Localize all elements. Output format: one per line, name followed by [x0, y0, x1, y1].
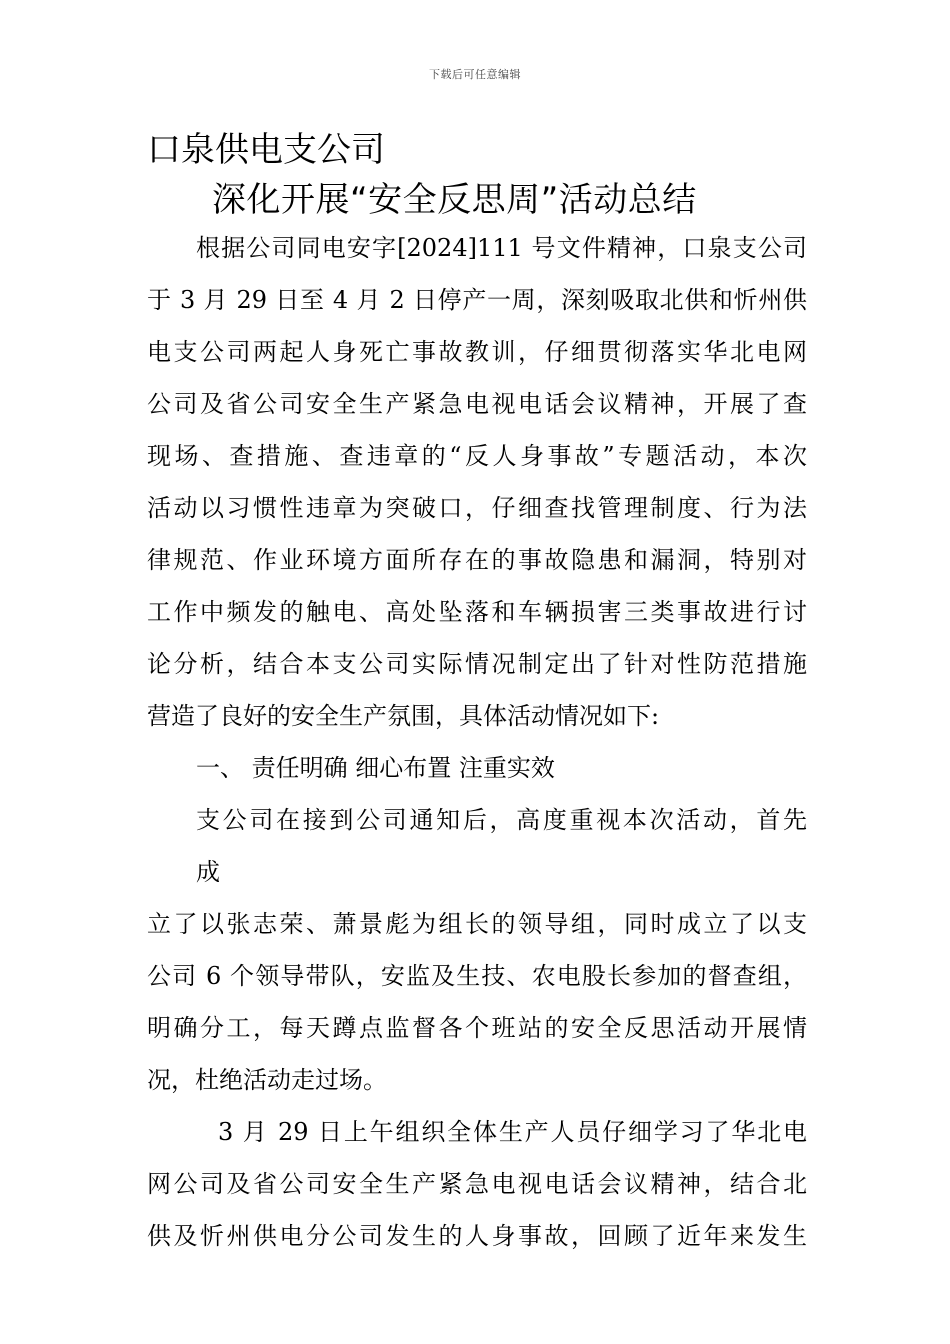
paragraph-line: 工作中频发的触电、高处坠落和车辆损害三类事故进行讨 — [147, 598, 807, 626]
paragraph-line: 电支公司两起人身死亡事故教训，仔细贯彻落实华北电网 — [147, 338, 807, 366]
paragraph-line: 支公司在接到公司通知后，高度重视本次活动，首先 — [196, 806, 807, 834]
paragraph-line: 成 — [196, 858, 220, 886]
paragraph-line: 立了以张志荣、萧景彪为组长的领导组，同时成立了以支 — [147, 910, 807, 938]
paragraph-line: 况，杜绝活动走过场。 — [147, 1066, 387, 1094]
paragraph-line: 供及忻州供电分公司发生的人身事故，回顾了近年来发生 — [147, 1222, 807, 1250]
paragraph-line: 根据公司同电安字[2024]111 号文件精神，口泉支公司 — [196, 234, 807, 262]
title-company: 口泉供电支公司 — [147, 130, 385, 170]
paragraph-line: 于 3 月 29 日至 4 月 2 日停产一周，深刻吸取北供和忻州供 — [147, 286, 807, 314]
paragraph-line: 公司及省公司安全生产紧急电视电话会议精神，开展了查 — [147, 390, 807, 418]
paragraph-line: 律规范、作业环境方面所存在的事故隐患和漏洞，特别对 — [147, 546, 807, 574]
paragraph-line: 明确分工，每天蹲点监督各个班站的安全反思活动开展情 — [147, 1014, 807, 1042]
paragraph-line: 3 月 29 日上午组织全体生产人员仔细学习了华北电 — [218, 1118, 807, 1146]
section-heading: 一、 责任明确 细心布置 注重实效 — [196, 754, 555, 782]
paragraph-line: 网公司及省公司安全生产紧急电视电话会议精神，结合北 — [147, 1170, 807, 1198]
header-note: 下载后可任意编辑 — [429, 68, 521, 81]
paragraph-line: 活动以习惯性违章为突破口，仔细查找管理制度、行为法 — [147, 494, 807, 522]
paragraph-line: 现场、查措施、查违章的“反人身事故”专题活动，本次 — [147, 442, 807, 470]
paragraph-line: 论分析，结合本支公司实际情况制定出了针对性防范措施 — [147, 650, 807, 678]
paragraph-line: 公司 6 个领导带队，安监及生技、农电股长参加的督查组， — [147, 962, 807, 990]
paragraph-line: 营造了良好的安全生产氛围，具体活动情况如下: — [147, 702, 660, 730]
title-subject: 深化开展“安全反思周”活动总结 — [212, 180, 697, 220]
